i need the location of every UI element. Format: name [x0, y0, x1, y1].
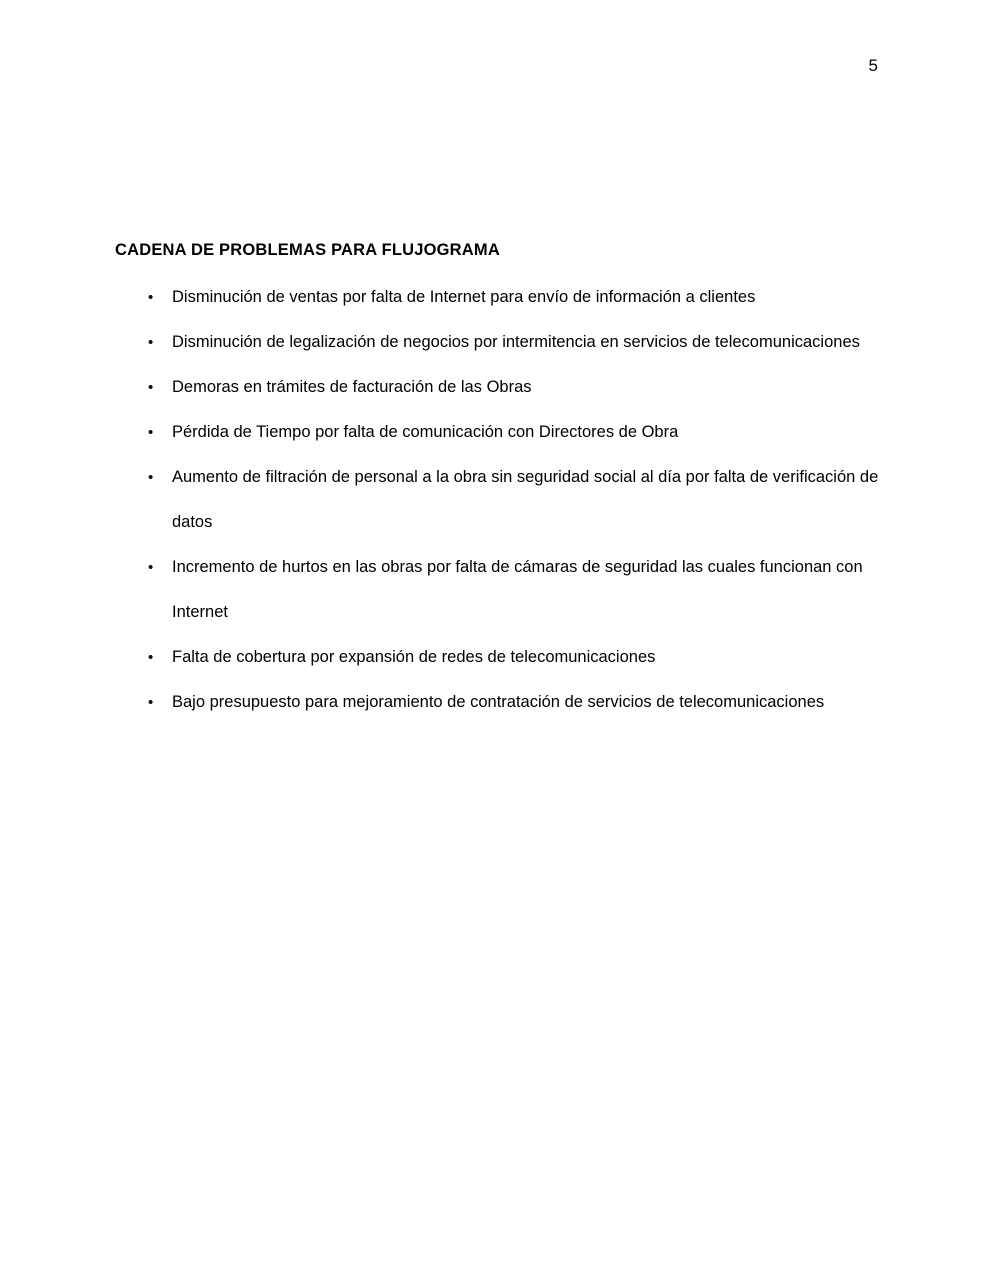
bullet-icon: • [148, 559, 154, 576]
section-heading: CADENA DE PROBLEMAS PARA FLUJOGRAMA [115, 241, 500, 259]
bullet-list [115, 275, 880, 725]
bullet-icon: • [148, 424, 154, 441]
bullet-text: Disminución de legalización de negocios por intermitencia en servicios de telecomunicaciones [172, 333, 860, 351]
list-item [115, 545, 880, 635]
list-item [115, 635, 880, 680]
page-number: 5 [868, 56, 878, 75]
bullet-text: Bajo presupuesto para mejoramiento de contratación de servicios de telecomunicaciones [172, 693, 825, 711]
list-item [115, 320, 880, 365]
list-item [115, 410, 880, 455]
bullet-icon: • [148, 649, 154, 666]
list-item [115, 680, 880, 725]
list-item [115, 455, 880, 545]
bullet-icon: • [148, 694, 154, 711]
bullet-text: Incremento de hurtos en las obras por falta de cámaras de seguridad las cuales funcionan con Internet [172, 558, 863, 621]
bullet-text: Falta de cobertura por expansión de redes de telecomunicaciones [172, 648, 656, 666]
bullet-icon: • [148, 289, 154, 306]
bullet-text: Disminución de ventas por falta de Internet para envío de información a clientes [172, 288, 756, 306]
list-item [115, 275, 880, 320]
list-item [115, 365, 880, 410]
bullet-text: Aumento de filtración de personal a la obra sin seguridad social al día por falta de verificación de datos [172, 468, 879, 531]
bullet-text: Demoras en trámites de facturación de las Obras [172, 378, 532, 396]
bullet-icon: • [148, 379, 154, 396]
bullet-icon: • [148, 469, 154, 486]
page-content [115, 228, 880, 725]
bullet-icon: • [148, 334, 154, 351]
bullet-text: Pérdida de Tiempo por falta de comunicación con Directores de Obra [172, 423, 679, 441]
